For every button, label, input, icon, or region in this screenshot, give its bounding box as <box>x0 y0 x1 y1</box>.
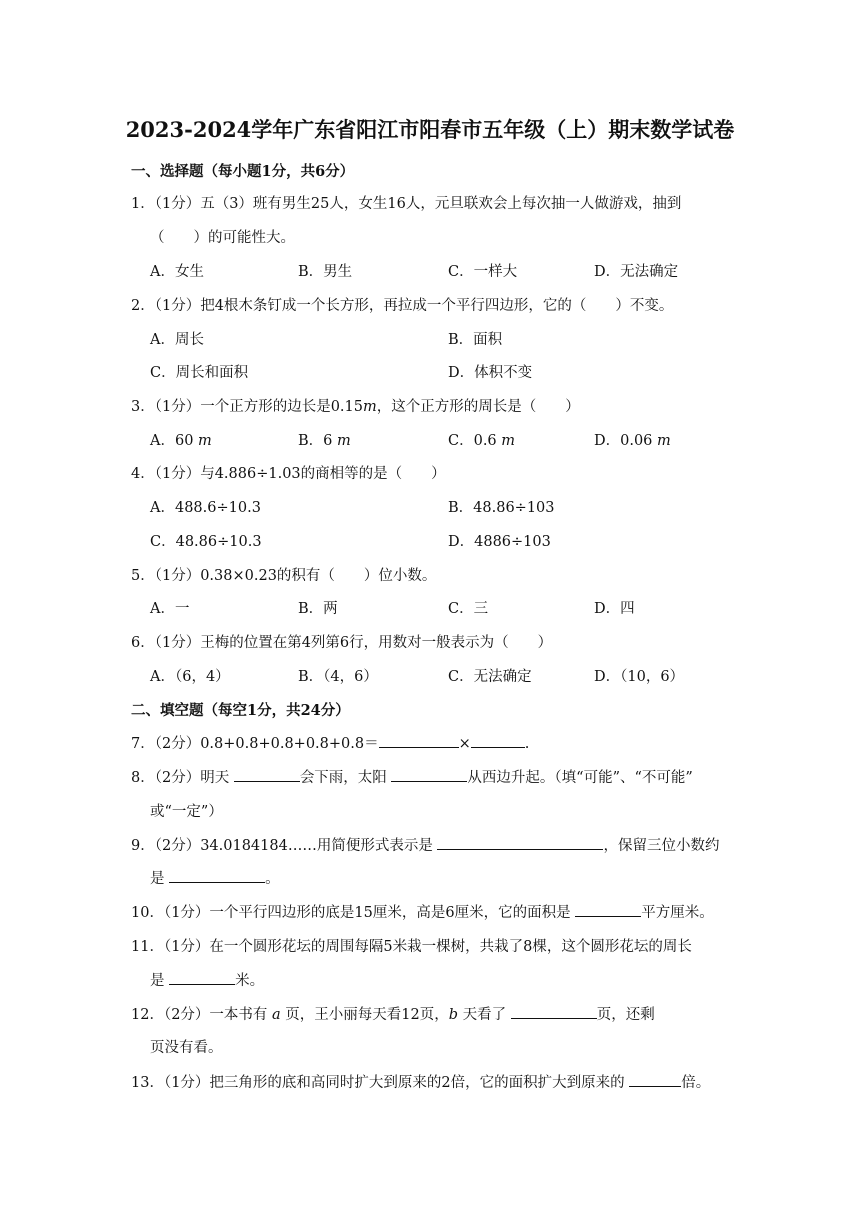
question-8 <box>131 766 693 787</box>
q2-option-b: B．面积 <box>448 332 503 348</box>
q3-suffix: ，这个正方形的周长是（ ） <box>376 399 580 415</box>
q10-text: 10．（1分）一个平行四边形的底是15厘米，高是6厘米，它的面积是 <box>131 905 576 921</box>
q2-option-c: C．周长和面积 <box>150 365 249 381</box>
q7-end: . <box>524 736 530 752</box>
answer-blank[interactable] <box>511 1003 597 1019</box>
question-3 <box>131 395 580 416</box>
question-11: 11．（1分）在一个圆形花坛的周围每隔5米栽一棵树，共栽了8棵，这个圆形花坛的周长 <box>131 939 692 955</box>
q10-unit: 平方厘米。 <box>641 905 714 921</box>
q11-text-b: 米。 <box>235 973 265 989</box>
q5-option-c: C．三 <box>448 601 489 617</box>
question-8-continued: 或“一定”） <box>150 804 223 820</box>
q11-text-a: 是 <box>150 973 170 989</box>
q1-option-d: D．无法确定 <box>594 264 679 280</box>
q6-option-a: A．（6，4） <box>150 669 230 685</box>
q3-option-c-unit: m <box>501 433 516 449</box>
q6-option-d: D．（10，6） <box>594 669 685 685</box>
q3-option-a-unit: m <box>198 433 212 449</box>
q4-option-b: B．48.86÷103 <box>448 500 555 516</box>
answer-blank[interactable] <box>234 766 300 782</box>
q1-option-a: A．女生 <box>150 264 204 280</box>
q2-option-a: A．周长 <box>150 332 204 348</box>
q3-option-c-value: C．0.6 <box>448 433 502 449</box>
q7-times-sign: × <box>458 736 471 752</box>
q12-variable-a: a <box>272 1007 281 1023</box>
q9-text-d: 。 <box>265 871 280 887</box>
answer-blank[interactable] <box>471 732 525 748</box>
answer-blank[interactable] <box>437 834 603 850</box>
q4-option-c: C．48.86÷10.3 <box>150 534 262 550</box>
q3-option-b-value: B．6 <box>298 433 337 449</box>
q9-text-c: 是 <box>150 871 170 887</box>
section-heading-choice: 一、选择题（每小题1分，共6分） <box>131 163 355 180</box>
q1-option-c: C．一样大 <box>448 264 518 280</box>
q3-option-c <box>448 429 515 450</box>
q3-prefix: 3．（1分）一个正方形的边长是0.15 <box>131 399 363 415</box>
q13-text: 13．（1分）把三角形的底和高同时扩大到原来的2倍，它的面积扩大到原来的 <box>131 1075 630 1091</box>
question-9-continued <box>150 867 280 888</box>
q8-text-c: 从西边升起。（填“可能”、“不可能” <box>467 770 693 786</box>
q12-text-b: 页，王小丽每天看12页， <box>280 1007 449 1023</box>
q12-text-c: 天看了 <box>458 1007 511 1023</box>
question-4: 4．（1分）与4.886÷1.03的商相等的是（ ） <box>131 466 446 482</box>
q2-option-d: D．体积不变 <box>448 365 533 381</box>
answer-blank[interactable] <box>629 1071 681 1087</box>
question-10 <box>131 901 714 922</box>
q3-unit: m <box>363 399 377 415</box>
q9-text-b: ，保留三位小数约 <box>603 838 720 854</box>
question-12-continued: 页没有看。 <box>150 1040 223 1056</box>
q3-option-d-unit: m <box>657 433 671 449</box>
q3-option-a-value: A．60 <box>150 433 199 449</box>
q4-option-d: D．4886÷103 <box>448 534 551 550</box>
question-12 <box>131 1003 655 1024</box>
q3-option-b <box>298 429 351 450</box>
q5-option-d: D．四 <box>594 601 635 617</box>
question-6: 6．（1分）王梅的位置在第4列第6行，用数对一般表示为（ ） <box>131 635 553 651</box>
answer-blank[interactable] <box>379 732 459 748</box>
answer-blank[interactable] <box>169 969 235 985</box>
answer-blank[interactable] <box>169 867 265 883</box>
q12-text-a: 12．（2分）一本书有 <box>131 1007 273 1023</box>
q1-option-b: B．男生 <box>298 264 353 280</box>
question-5: 5．（1分）0.38×0.23的积有（ ）位小数。 <box>131 568 437 584</box>
page-title: 2023-2024学年广东省阳江市阳春市五年级（上）期末数学试卷 <box>125 117 735 142</box>
question-1-continued: （ ）的可能性大。 <box>150 230 295 246</box>
q5-option-b: B．两 <box>298 601 338 617</box>
answer-blank[interactable] <box>391 766 467 782</box>
question-7 <box>131 732 529 753</box>
q12-variable-b: b <box>448 1007 459 1023</box>
q6-option-c: C．无法确定 <box>448 669 532 685</box>
q8-text-b: 会下雨，太阳 <box>299 770 392 786</box>
q3-option-b-unit: m <box>337 433 351 449</box>
q3-option-d-value: D．0.06 <box>594 433 658 449</box>
q13-unit: 倍。 <box>681 1075 711 1091</box>
q6-option-b: B．（4，6） <box>298 669 378 685</box>
q3-option-a <box>150 429 212 450</box>
section-heading-fill: 二、填空题（每空1分，共24分） <box>131 702 350 719</box>
q12-text-d: 页，还剩 <box>596 1007 655 1023</box>
q7-text: 7．（2分）0.8+0.8+0.8+0.8+0.8＝ <box>131 736 379 752</box>
q9-text-a: 9．（2分）34.0184184……用简便形式表示是 <box>131 838 438 854</box>
answer-blank[interactable] <box>575 901 641 917</box>
q4-option-a: A．488.6÷10.3 <box>150 500 261 516</box>
question-11-continued <box>150 969 264 990</box>
question-2: 2．（1分）把4根木条钉成一个长方形，再拉成一个平行四边形，它的（ ）不变。 <box>131 298 674 314</box>
q8-text-a: 8．（2分）明天 <box>131 770 234 786</box>
q3-option-d <box>594 429 671 450</box>
question-1: 1．（1分）五（3）班有男生25人，女生16人，元旦联欢会上每次抽一人做游戏，抽到 <box>131 196 682 212</box>
question-9 <box>131 834 719 855</box>
question-13 <box>131 1071 710 1092</box>
q5-option-a: A．一 <box>150 601 190 617</box>
